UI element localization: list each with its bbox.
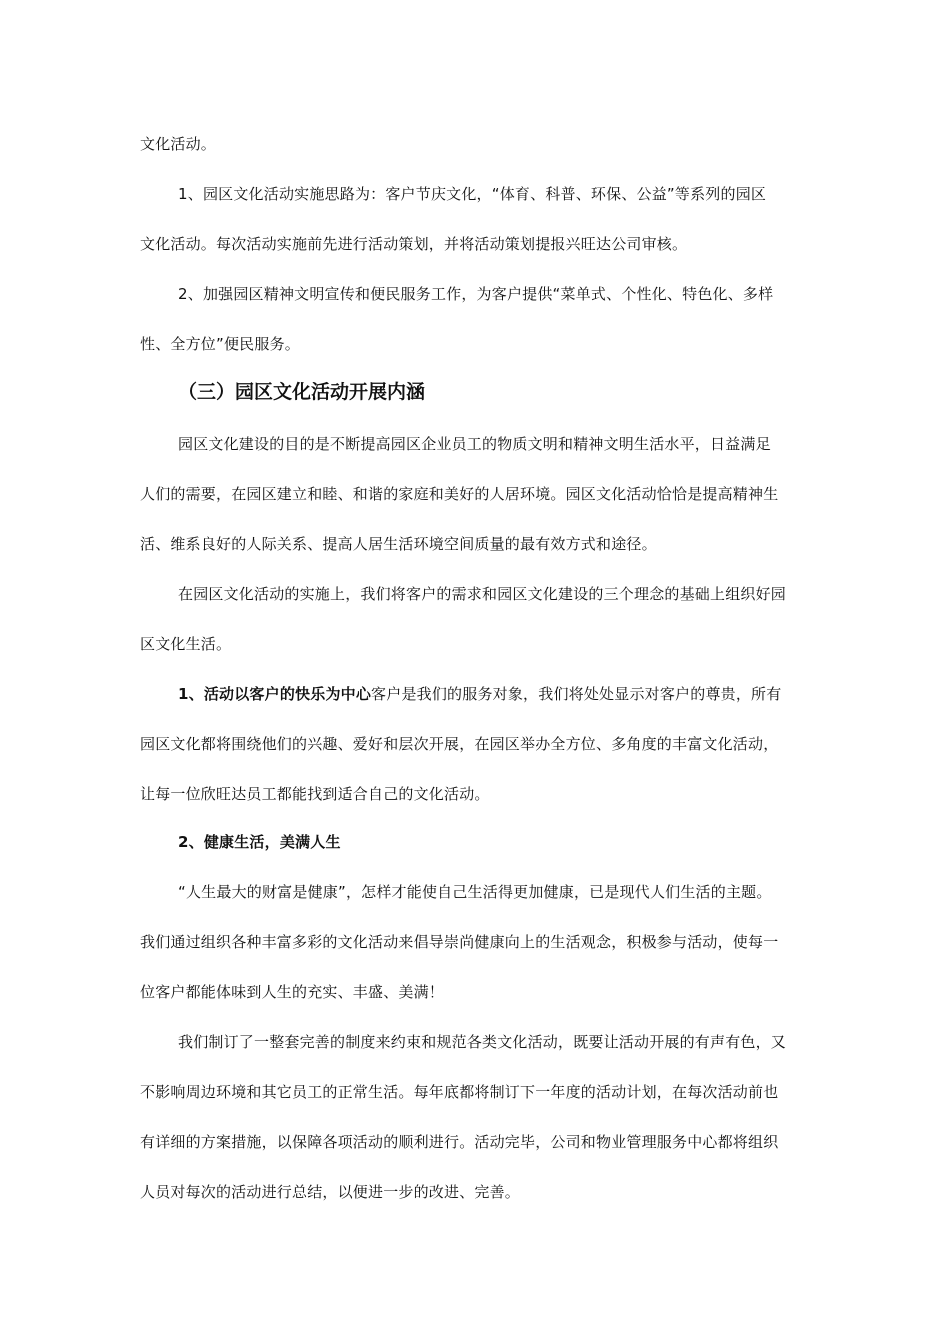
text-line: 园区文化建设的目的是不断提高园区企业员工的物质文明和精神文明生活水平，日益满足 [178,435,771,453]
text-line: 文化活动。每次活动实施前先进行活动策划，并将活动策划提报兴旺达公司审核。 [140,235,688,253]
text-line: “人生最大的财富是健康”，怎样才能使自己生活得更加健康，已是现代人们生活的主题。 [178,883,772,901]
text-line: 我们通过组织各种丰富多彩的文化活动来倡导崇尚健康向上的生活观念，积极参与活动，使每一 [140,933,779,951]
text-line: 我们制订了一整套完善的制度来约束和规范各类文化活动，既要让活动开展的有声有色，又 [178,1033,787,1051]
text-line: 2、加强园区精神文明宣传和便民服务工作，为客户提供“菜单式、个性化、特色化、多样 [178,285,774,303]
section-heading: （三）园区文化活动开展内涵 [178,381,426,403]
text-line: 有详细的方案措施，以保障各项活动的顺利进行。活动完毕，公司和物业管理服务中心都将组织 [140,1133,779,1151]
text-line: 人们的需要，在园区建立和睦、和谐的家庭和美好的人居环境。园区文化活动恰恰是提高精神生 [140,485,779,503]
text-line: 活、维系良好的人际关系、提高人居生活环境空间质量的最有效方式和途径。 [140,535,657,553]
text-line: 文化活动。 [140,135,217,153]
subheading-inline: 1、活动以客户的快乐为中心 [178,685,372,703]
text-line: 区文化生活。 [140,635,232,653]
subheading: 2、健康生活，美满人生 [178,833,341,851]
text-line: 位客户都能体味到人生的充实、丰盛、美满！ [140,983,445,1001]
text-line: 人员对每次的活动进行总结，以便进一步的改进、完善。 [140,1183,521,1201]
text-line: 在园区文化活动的实施上，我们将客户的需求和园区文化建设的三个理念的基础上组织好园 [178,585,787,603]
text-line: 1、园区文化活动实施思路为：客户节庆文化，“体育、科普、环保、公益”等系列的园区 [178,185,767,203]
text-line: 不影响周边环境和其它员工的正常生活。每年底都将制订下一年度的活动计划，在每次活动前也 [140,1083,779,1101]
text-line: 性、全方位”便民服务。 [140,335,300,353]
text-line: 园区文化都将围绕他们的兴趣、爱好和层次开展，在园区举办全方位、多角度的丰富文化活动， [140,735,779,753]
text-line: 让每一位欣旺达员工都能找到适合自己的文化活动。 [140,785,490,803]
text-inline: 客户是我们的服务对象，我们将处处显示对客户的尊贵，所有 [371,685,782,703]
text-line [178,684,781,704]
